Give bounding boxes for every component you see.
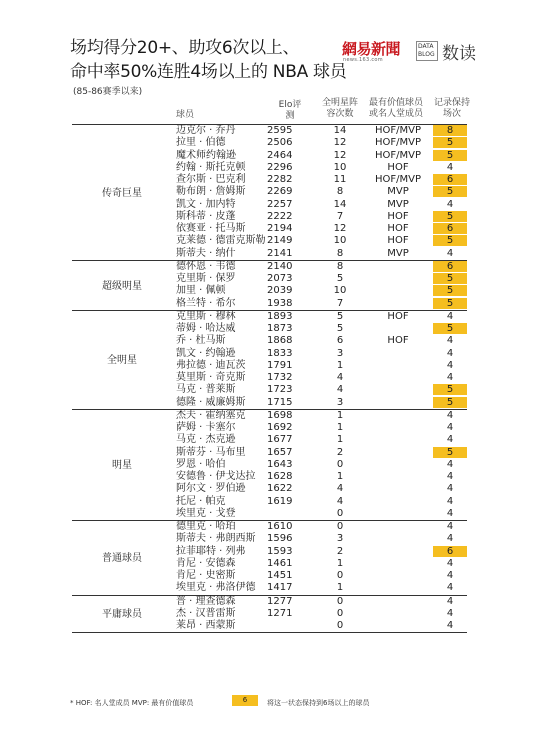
player-name: 安德鲁 · 伊戈达拉 (176, 471, 256, 482)
player-name: 约翰 · 斯托克顿 (176, 161, 246, 173)
streak-value: 5 (433, 211, 467, 222)
honor-value (368, 496, 428, 507)
honor-value (368, 360, 428, 371)
elo-value: 1692 (267, 422, 293, 433)
category-label: 超级明星 (102, 280, 142, 292)
player-name: 克莱德 · 德雷克斯勒 (176, 235, 266, 247)
honor-value: HOF (387, 310, 409, 322)
player-name: 拉里 · 伯德 (176, 137, 226, 149)
elo-value: 1873 (267, 323, 293, 334)
honor-value (368, 533, 428, 544)
title-line-2: 命中率50%连胜4场以上的 NBA 球员 (70, 62, 347, 82)
allstar-count: 5 (336, 273, 344, 284)
honor-value (368, 620, 428, 631)
honor-value (368, 582, 428, 593)
honor-value: HOF (387, 161, 409, 173)
honor-value (368, 483, 428, 494)
streak-value: 5 (433, 384, 467, 395)
honor-value (368, 397, 428, 408)
honor-value (368, 323, 428, 334)
streak-value: 8 (433, 125, 467, 136)
header-streak: 记录保持场次 (433, 98, 470, 119)
elo-value: 1677 (267, 434, 293, 446)
allstar-count: 2 (336, 446, 344, 458)
player-name: 肯尼 · 安德森 (176, 557, 236, 569)
elo-value: 1622 (267, 483, 293, 495)
honor-value (368, 558, 428, 569)
elo-value: 1791 (267, 359, 293, 371)
streak-value: 5 (433, 150, 467, 161)
streak-value: 4 (446, 372, 454, 383)
honor-value (368, 422, 428, 433)
streak-value: 4 (446, 471, 454, 482)
allstar-count: 0 (336, 595, 344, 607)
legend-swatch-text: 将这一状态保持到6场以上的球员 (267, 699, 370, 707)
player-name: 埃里克 · 弗洛伊德 (176, 582, 256, 594)
elo-value: 2282 (267, 174, 293, 185)
shudu-logo: 数读 (442, 44, 476, 64)
player-name: 萨姆 · 卡塞尔 (176, 422, 236, 433)
elo-value: 1833 (267, 347, 293, 359)
elo-value: 1938 (267, 297, 293, 309)
elo-value: 2222 (267, 210, 293, 222)
player-name: 普 · 理查德森 (176, 595, 236, 607)
streak-value: 5 (433, 298, 467, 309)
streak-value: 5 (433, 285, 467, 296)
player-name: 乔 · 杜马斯 (176, 335, 226, 347)
elo-value: 1893 (267, 310, 293, 322)
player-name: 加里 · 佩顿 (176, 285, 226, 297)
player-name: 马克 · 普莱斯 (176, 384, 236, 396)
player-name: 莫里斯 · 奇克斯 (176, 372, 246, 383)
allstar-count: 1 (336, 471, 344, 482)
elo-value: 1657 (267, 446, 293, 458)
streak-value: 4 (446, 582, 454, 594)
honor-value: MVP (387, 247, 409, 259)
elo-value: 2140 (267, 260, 293, 272)
streak-value: 4 (446, 335, 454, 347)
player-name: 弗拉德 · 迪瓦茨 (176, 359, 246, 371)
player-name: 凯文 · 加内特 (176, 198, 236, 210)
legend-note: * HOF: 名人堂成员 MVP: 最有价值球员 (70, 699, 194, 707)
honor-value (368, 608, 428, 619)
elo-value: 1461 (267, 557, 293, 569)
allstar-count: 1 (336, 557, 344, 569)
elo-value: 2039 (267, 285, 293, 297)
honor-value: MVP (387, 198, 409, 210)
streak-value: 4 (446, 557, 454, 569)
honor-value (368, 570, 428, 581)
streak-value: 6 (433, 261, 467, 272)
player-name: 埃里克 · 戈登 (176, 507, 236, 519)
allstar-count: 0 (336, 607, 344, 619)
allstar-count: 11 (333, 174, 347, 185)
player-name: 杰夫 · 霍纳塞克 (176, 409, 246, 421)
player-name: 勒布朗 · 詹姆斯 (176, 186, 246, 198)
elo-value: 1698 (267, 409, 293, 421)
category-label: 普通球员 (102, 553, 142, 565)
allstar-count: 10 (333, 285, 347, 297)
allstar-count: 4 (336, 372, 344, 383)
streak-value: 4 (446, 247, 454, 259)
honor-value (368, 273, 428, 284)
elo-value: 1723 (267, 384, 293, 396)
honor-value: HOF (387, 210, 409, 222)
netease-url: news.163.com (343, 57, 383, 63)
player-name: 德怀恩 · 韦德 (176, 260, 236, 272)
honor-value (368, 348, 428, 359)
allstar-count: 8 (336, 260, 344, 272)
player-name: 阿尔文 · 罗伯逊 (176, 483, 246, 495)
allstar-count: 1 (336, 434, 344, 446)
allstar-count: 12 (333, 149, 347, 161)
player-name: 格兰特 · 希尔 (176, 297, 236, 309)
elo-value: 2269 (267, 186, 293, 198)
allstar-count: 1 (336, 359, 344, 371)
streak-value: 4 (446, 521, 454, 532)
player-name: 斯蒂夫 · 弗朗西斯 (176, 533, 256, 545)
netease-logo: 網易新聞 (342, 40, 401, 58)
player-name: 肯尼 · 史密斯 (176, 570, 236, 581)
player-name: 克里斯 · 保罗 (176, 273, 236, 284)
elo-value: 1610 (267, 521, 293, 532)
honor-value (368, 410, 428, 421)
streak-value: 4 (446, 198, 454, 210)
allstar-count: 0 (336, 521, 344, 532)
honor-value: HOF/MVP (374, 174, 421, 185)
streak-value: 6 (433, 546, 467, 557)
allstar-count: 0 (336, 458, 344, 470)
honor-value: HOF (387, 235, 409, 247)
honor-value: HOF (387, 335, 409, 347)
player-name: 德隆 · 威廉姆斯 (176, 396, 246, 408)
honor-value (368, 521, 428, 532)
elo-value: 1715 (267, 396, 293, 408)
elo-value: 1643 (267, 458, 293, 470)
allstar-count: 4 (336, 384, 344, 396)
player-name: 莱昂 · 西蒙斯 (176, 620, 236, 631)
player-name: 罗恩 · 哈伯 (176, 458, 226, 470)
player-name: 马克 · 杰克逊 (176, 434, 236, 446)
allstar-count: 4 (336, 495, 344, 507)
allstar-count: 14 (333, 198, 347, 210)
streak-value: 5 (433, 235, 467, 246)
honor-value (368, 384, 428, 395)
honor-value (368, 285, 428, 296)
streak-value: 4 (446, 507, 454, 519)
allstar-count: 5 (336, 310, 344, 322)
allstar-count: 4 (336, 483, 344, 495)
allstar-count: 10 (333, 161, 347, 173)
elo-value: 1628 (267, 471, 293, 482)
streak-value: 5 (433, 323, 467, 334)
streak-value: 4 (446, 620, 454, 631)
elo-value: 2141 (267, 247, 293, 259)
allstar-count: 7 (336, 210, 344, 222)
streak-value: 6 (433, 223, 467, 234)
allstar-count: 8 (336, 186, 344, 198)
allstar-count: 12 (333, 137, 347, 149)
honor-value (368, 459, 428, 470)
category-label: 全明星 (107, 355, 137, 367)
player-name: 迈克尔 · 乔丹 (176, 125, 236, 136)
streak-value: 4 (446, 533, 454, 545)
streak-value: 4 (446, 607, 454, 619)
elo-value: 2149 (267, 235, 293, 247)
honor-value (368, 471, 428, 482)
elo-value: 1868 (267, 335, 293, 347)
player-name: 斯蒂芬 · 马布里 (176, 446, 246, 458)
honor-value (368, 298, 428, 309)
streak-value: 6 (433, 174, 467, 185)
allstar-count: 10 (333, 235, 347, 247)
allstar-count: 2 (336, 545, 344, 557)
streak-value: 5 (433, 397, 467, 408)
honor-value: HOF/MVP (374, 149, 421, 161)
streak-value: 4 (446, 359, 454, 371)
allstar-count: 1 (336, 409, 344, 421)
streak-value: 5 (433, 137, 467, 148)
row-divider (72, 632, 467, 633)
player-name: 克里斯 · 穆林 (176, 310, 236, 322)
allstar-count: 0 (336, 620, 344, 631)
elo-value: 2194 (267, 223, 293, 234)
streak-value: 4 (446, 495, 454, 507)
elo-value: 1596 (267, 533, 293, 545)
streak-value: 4 (446, 570, 454, 581)
allstar-count: 0 (336, 507, 344, 519)
title-line-1: 场均得分20+、助攻6次以上、 (70, 38, 300, 58)
streak-value: 4 (446, 161, 454, 173)
page-title (70, 36, 346, 84)
brand-logo (342, 38, 476, 64)
player-name: 蒂姆 · 哈达威 (176, 323, 236, 334)
streak-value: 4 (446, 483, 454, 495)
subtitle: (85-86赛季以来) (73, 87, 143, 97)
allstar-count: 6 (336, 335, 344, 347)
honor-value (368, 447, 428, 458)
streak-value: 5 (433, 273, 467, 284)
player-name: 斯科蒂 · 皮蓬 (176, 210, 236, 222)
elo-value: 1271 (267, 607, 293, 619)
streak-value: 4 (446, 347, 454, 359)
allstar-count: 8 (336, 247, 344, 259)
datablog-logo: DATA BLOG (416, 41, 438, 61)
honor-value (368, 372, 428, 383)
honor-value: HOF/MVP (374, 137, 421, 149)
player-name: 杰 · 汉普雷斯 (176, 607, 236, 619)
allstar-count: 3 (336, 347, 344, 359)
player-name: 凯文 · 约翰逊 (176, 347, 236, 359)
streak-value: 4 (446, 310, 454, 322)
elo-value: 2073 (267, 273, 293, 284)
honor-value (368, 508, 428, 519)
header-player: 球员 (176, 110, 195, 120)
elo-value: 2464 (267, 149, 293, 161)
header-allstar: 全明星阵容次数 (321, 98, 358, 119)
streak-value: 5 (433, 186, 467, 197)
elo-value (267, 620, 307, 631)
honor-value (368, 546, 428, 557)
elo-value: 2506 (267, 137, 293, 149)
category-label: 明星 (112, 460, 132, 472)
header-elo: Elo评测 (278, 100, 302, 121)
honor-value (368, 261, 428, 272)
streak-value: 4 (446, 595, 454, 607)
player-name: 托尼 · 帕克 (176, 495, 226, 507)
elo-value: 2595 (267, 125, 293, 136)
allstar-count: 12 (333, 223, 347, 234)
player-name: 查尔斯 · 巴克利 (176, 174, 246, 185)
streak-value: 4 (446, 422, 454, 433)
honor-value (368, 434, 428, 445)
player-name: 德里克 · 哈珀 (176, 521, 236, 532)
player-name: 拉菲耶特 · 列弗 (176, 545, 246, 557)
allstar-count: 1 (336, 422, 344, 433)
player-name: 斯蒂夫 · 纳什 (176, 247, 236, 259)
allstar-count: 3 (336, 396, 344, 408)
honor-value: HOF (387, 223, 409, 234)
header-honor: 最有价值球员或名人堂成员 (368, 98, 423, 119)
elo-value: 1619 (267, 495, 293, 507)
elo-value: 2296 (267, 161, 293, 173)
player-name: 魔术师约翰逊 (176, 149, 236, 161)
honor-value: MVP (387, 186, 409, 198)
elo-value (267, 508, 307, 519)
streak-value: 4 (446, 458, 454, 470)
streak-value: 4 (446, 434, 454, 446)
allstar-count: 1 (336, 582, 344, 594)
streak-value: 5 (433, 447, 467, 458)
streak-value: 4 (446, 409, 454, 421)
honor-value: HOF/MVP (374, 125, 421, 136)
elo-value: 1732 (267, 372, 293, 383)
elo-value: 1277 (267, 595, 293, 607)
allstar-count: 5 (336, 323, 344, 334)
honor-value (368, 596, 428, 607)
allstar-count: 0 (336, 570, 344, 581)
category-label: 平庸球员 (102, 609, 142, 621)
legend-swatch: 6 (232, 695, 258, 706)
category-label: 传奇巨星 (102, 187, 142, 199)
allstar-count: 7 (336, 297, 344, 309)
elo-value: 1593 (267, 545, 293, 557)
elo-value: 1451 (267, 570, 293, 581)
allstar-count: 3 (336, 533, 344, 545)
allstar-count: 14 (333, 125, 347, 136)
elo-value: 1417 (267, 582, 293, 594)
player-name: 依赛亚 · 托马斯 (176, 223, 246, 234)
elo-value: 2257 (267, 198, 293, 210)
